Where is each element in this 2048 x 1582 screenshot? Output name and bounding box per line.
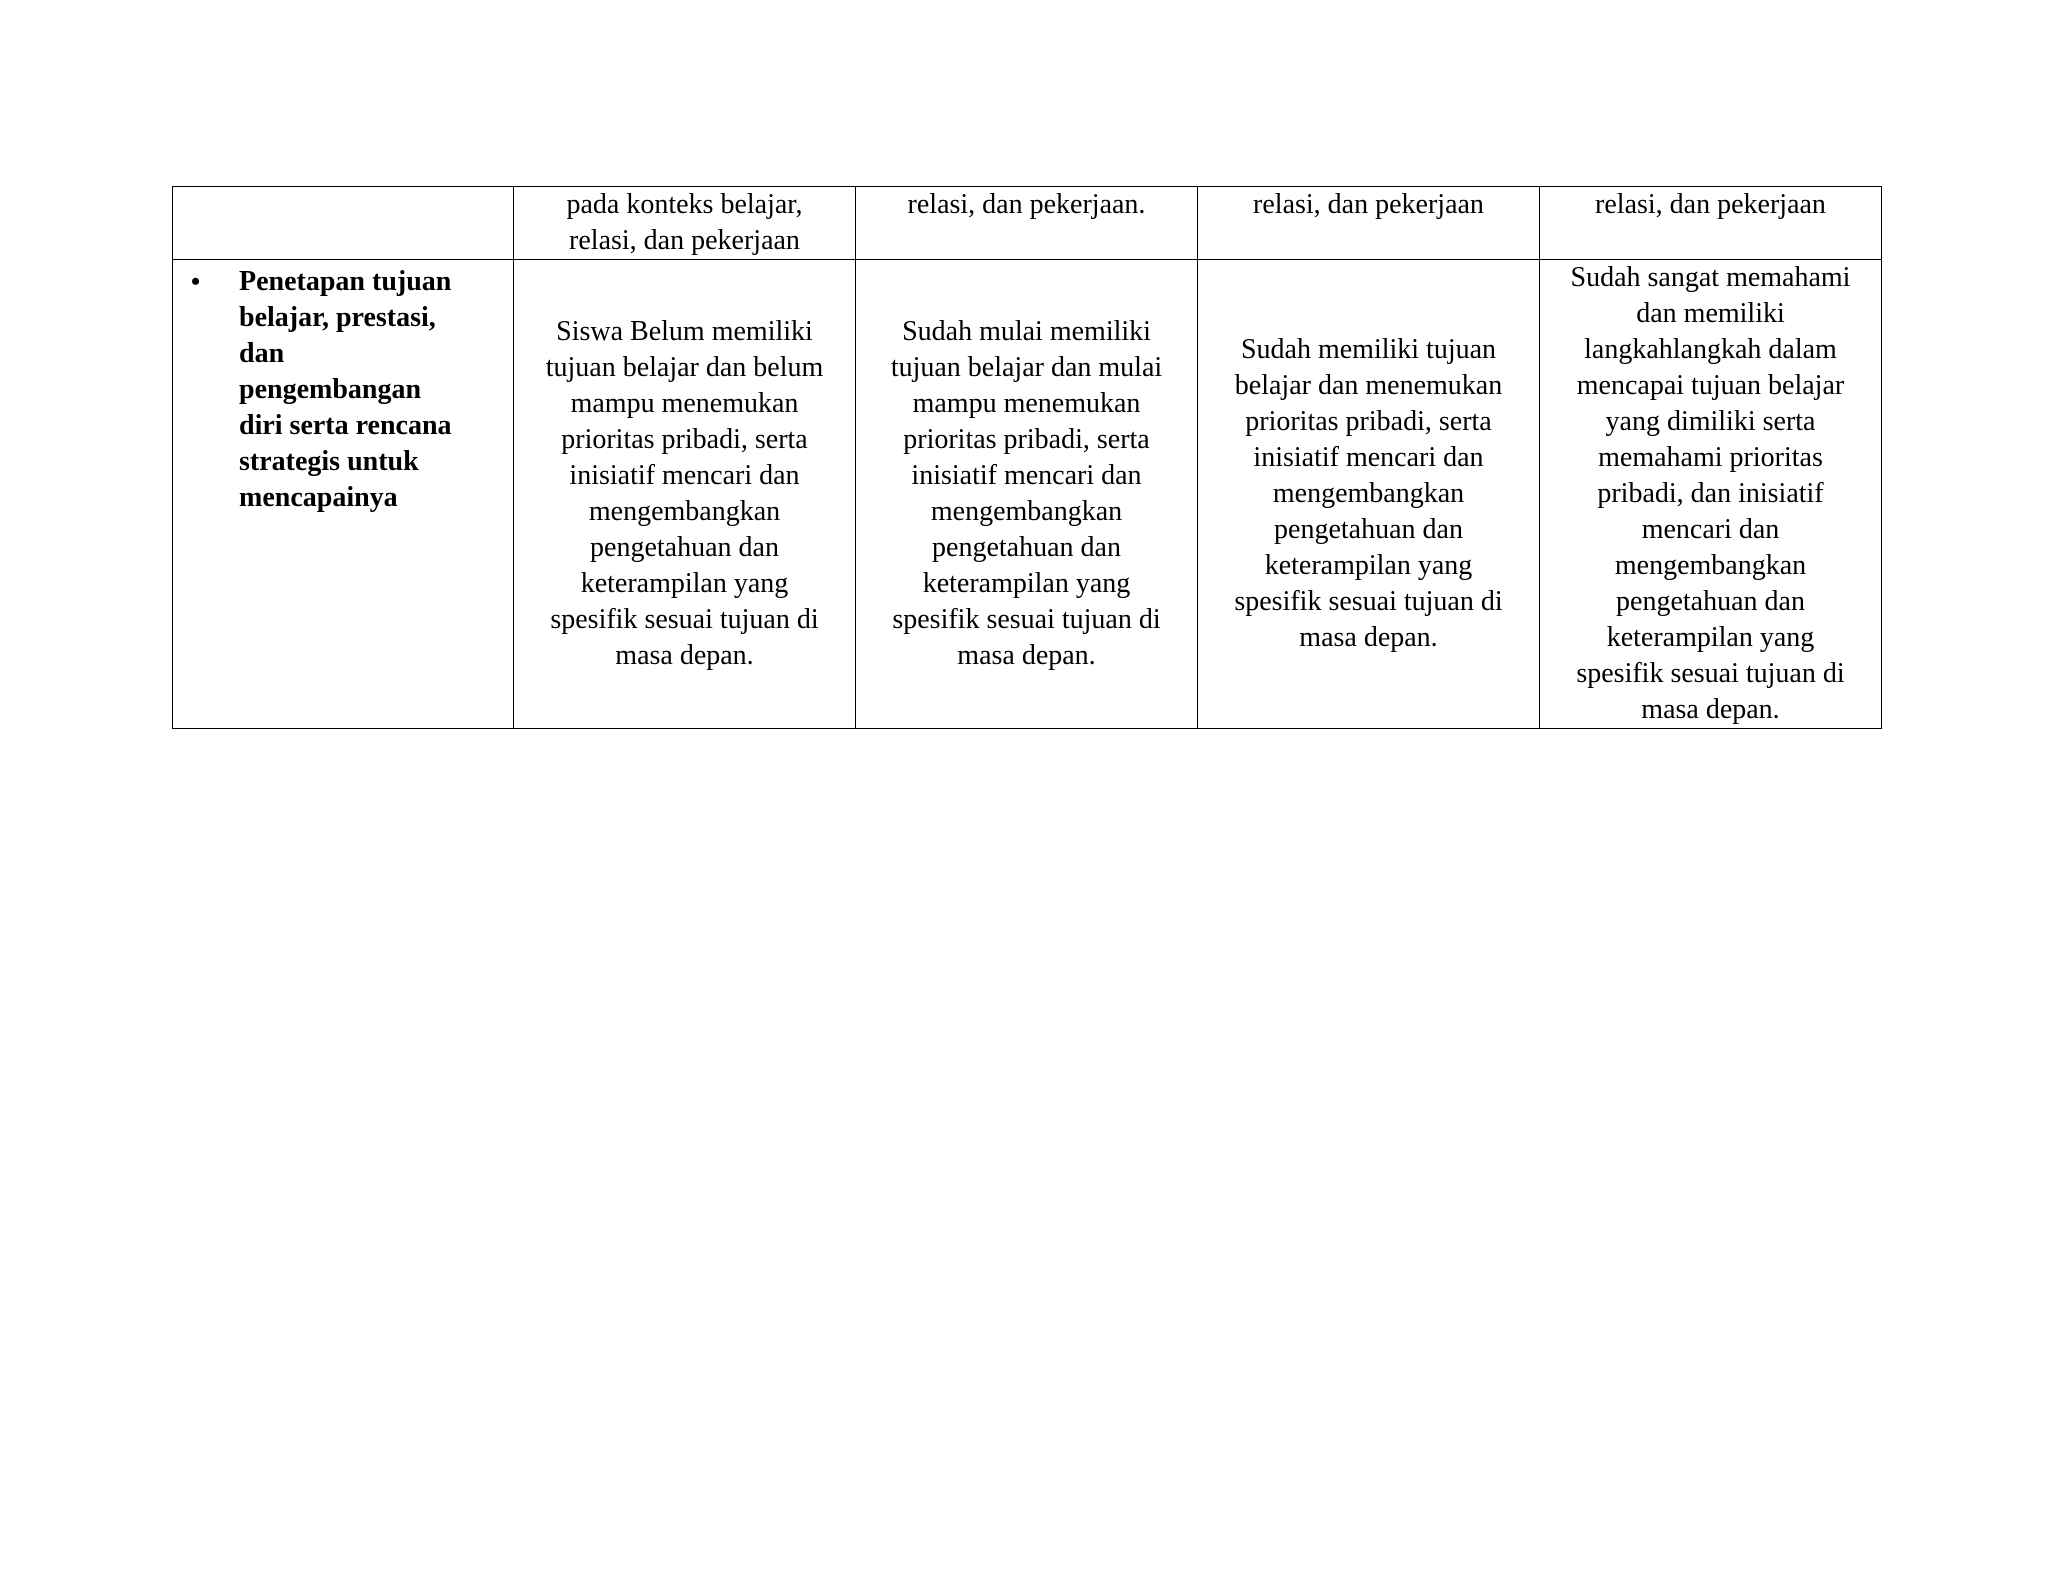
table-cell-level-2 — [856, 260, 1198, 729]
cell-text: pada konteks belajar, relasi, dan pekerjaan — [566, 189, 803, 256]
table-row-continuation — [173, 187, 1882, 260]
cell-text: relasi, dan pekerjaan — [1595, 189, 1826, 220]
table-row-goal-setting — [173, 260, 1882, 729]
table-cell-aspect-empty — [173, 187, 514, 260]
level-4-description: Sudah sangat memahami dan memiliki langkahlangkah dalam mencapai tujuan belajar yang dimiliki serta memahami prioritas pribadi, dan inisiatif mencari dan mengembangkan pengetahuan dan keterampilan yang spesifik sesuai tujuan di masa depan. — [1570, 262, 1851, 725]
table-cell-aspect — [173, 260, 514, 729]
aspect-item — [191, 260, 501, 516]
table-cell-level-2-continuation — [856, 187, 1198, 260]
table-cell-level-3 — [1198, 260, 1540, 729]
table-cell-level-3-continuation — [1198, 187, 1540, 260]
bullet-icon: • — [191, 267, 201, 296]
table-cell-level-4 — [1540, 260, 1882, 729]
cell-text: relasi, dan pekerjaan. — [907, 189, 1146, 220]
table-cell-level-1-continuation — [514, 187, 856, 260]
level-1-description: Siswa Belum memiliki tujuan belajar dan belum mampu menemukan prioritas pribadi, serta inisiatif mencari dan mengembangkan pengetahuan dan keterampilan yang spesifik sesuai tujuan di masa depan. — [545, 316, 824, 671]
table-cell-level-1 — [514, 260, 856, 729]
level-3-description: Sudah memiliki tujuan belajar dan menemukan prioritas pribadi, serta inisiatif mencari dan mengembangkan pengetahuan dan keterampilan yang spesifik sesuai tujuan di masa depan. — [1234, 334, 1503, 653]
cell-text: relasi, dan pekerjaan — [1253, 189, 1484, 220]
table-cell-level-4-continuation — [1540, 187, 1882, 260]
rubric-table — [172, 186, 1882, 729]
aspect-label: Penetapan tujuan belajar, prestasi, dan pengembangan diri serta rencana strategis untuk mencapainya — [239, 266, 452, 513]
level-2-description: Sudah mulai memiliki tujuan belajar dan mulai mampu menemukan prioritas pribadi, serta inisiatif mencari dan mengembangkan pengetahuan dan keterampilan yang spesifik sesuai tujuan di masa depan. — [890, 316, 1163, 671]
